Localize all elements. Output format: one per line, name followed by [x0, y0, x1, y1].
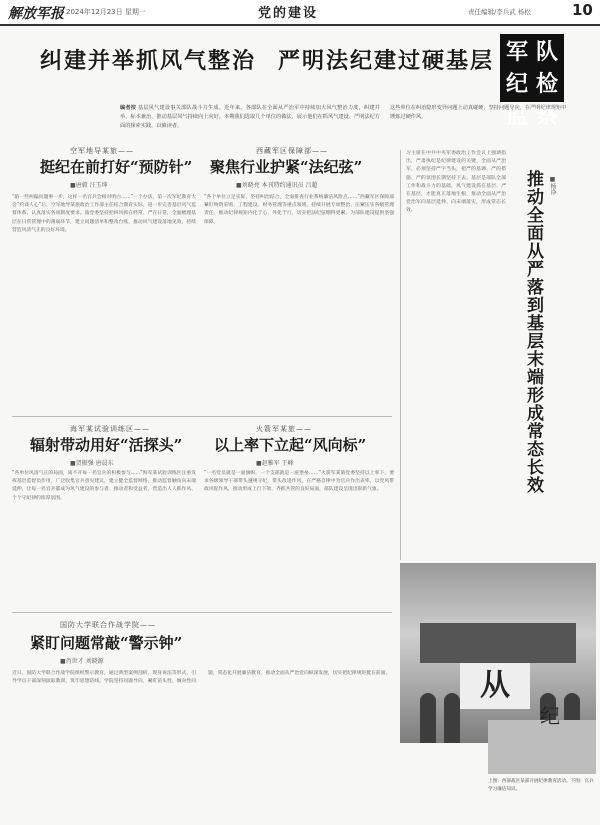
commentary-body: 习主席在中共中央军委政治工作会议上强调指出，严肃执纪是纪律建设的关键，全面从严治军，必须坚持严字当头，把严的基调、严的措施、严的氛围长期坚持下去。基层是部队全部工作和战斗力的基础，风气建设抓在基层、严在基层，才能真正落地生根，推动全面从严治党治军向基层延伸、向末端落实，形成常态长效。 — [406, 151, 506, 214]
article-1-byline: ■唐毅 汪玉坤 — [70, 182, 108, 189]
article-1-title: 挺纪在前打好“预防针” — [40, 158, 193, 176]
photo-banner: 从 — [460, 663, 530, 709]
article-2-title: 聚焦行业护紧“法纪弦” — [210, 158, 363, 176]
article-4-unit: 火箭军某旅—— — [256, 425, 312, 433]
photo-figure — [444, 693, 460, 743]
editor-note-continued: 这些单位在纠治隐形变异问题上动真碰硬，坚持问题导向，在严明纪律规矩中锤炼过硬作风。 — [390, 105, 567, 120]
commentary-title: 推动全面从严落到基层末端形成常态长效 — [523, 170, 543, 494]
article-3-body: “各单位风清气正的局面，离不开每一名官兵的积极参与……”海军某试验训练区注重发挥基层监督员作用，广泛收集官兵意见建议，建立健全监督网络，推动监督触角向末端延伸，让每一名官兵都成为风气建设的参与者、推动者和受益者，营造出人人抓作风、个个守纪律的浓厚氛围。 — [12, 471, 196, 501]
seal-char: 检 — [535, 71, 558, 97]
article-4-title: 以上率下立起“风向标” — [214, 436, 367, 454]
seal-char: 纪 — [505, 71, 528, 97]
column-seal — [500, 34, 564, 129]
article-2-byline: ■刘晓亮 本刊特约通讯员 吕超 — [236, 182, 318, 189]
column-rule — [400, 150, 401, 560]
section-divider — [12, 416, 392, 417]
seal-char: 监 — [505, 103, 528, 129]
article-4-body: “一名党员就是一面旗帜，一个支部就是一座堡垒……”火箭军某旅党委坚持以上率下，要求各级领导干部带头遵规守纪，带头改进作风，在严格自律中为官兵作出表率，以党风带政风促作风，推动形成上行下效、齐抓共管的良好局面，部队建设呈现出崭新气象。 — [204, 471, 394, 493]
photo-stage — [420, 623, 576, 663]
photo-caption: 上图：西部战区某部开展纪律教育活动。下图：官兵学习廉洁知识。 — [488, 779, 594, 792]
seal-char: 军 — [505, 39, 528, 65]
article-1-unit: 空军地导某旅—— — [70, 147, 134, 155]
article-2-body: “各个单位立足实际，坚持纠治结合，全面排查行业系统廉洁风险点……”西藏军区保障部紧盯物资采购、工程建设、财务管理等重点领域，持续开展专项整治，压紧压实各级管理责任，推动纪律规矩内化于心、外化于行，切实把法纪弦绷得更紧，为部队建设提供坚强保障。 — [204, 195, 394, 225]
page-number: 10 — [572, 1, 593, 19]
issue-date: 2024年12月23日 星期一 — [66, 8, 146, 16]
article-5-title: 紧盯问题常敲“警示钟” — [30, 634, 183, 652]
editor-note-text: 基层风气建设事关部队战斗力生成。近年来，各部队在全面从严治军中持续加大风气整治力度，纠建并举、标本兼治，推动基层风气持续向上向好。本期我们选取几个单位的做法，展示他们在抓风气建设、严明法纪方面的探索实践，以飨读者。 — [120, 105, 380, 129]
commentary-byline: ■杨诤 — [549, 176, 556, 195]
editor-credit: 责任编辑/李兵武 杨松 — [468, 8, 531, 16]
article-5-byline: ■肖世才 刘晓源 — [60, 658, 104, 665]
editor-note — [120, 104, 380, 131]
article-3-byline: ■贺振强 唐晨东 — [70, 460, 114, 467]
article-5-body: 近日，国防大学联合作战学院组织警示教育，通过典型案例剖析、现身说法等形式，引导学员干部深刻汲取教训、筑牢思想防线。学院坚持问题导向，紧盯苗头性、倾向性问题，常态化开展廉洁教育，推动全面从严治党向纵深发展，切实把纪律规矩挺在前面。 — [12, 671, 391, 685]
decorative-calligraphy: 纪 — [540, 704, 560, 728]
headline-part-2: 严明法纪建过硬基层 — [278, 48, 495, 74]
section-title: 党的建设 — [258, 6, 319, 21]
seal-char: 察 — [535, 103, 558, 129]
article-2-unit: 西藏军区保障部—— — [256, 147, 328, 155]
seal-char: 队 — [535, 39, 558, 65]
article-3-unit: 海军某试验训练区—— — [70, 425, 150, 433]
news-photo — [400, 563, 596, 743]
section-divider — [12, 612, 392, 613]
photo-figure — [420, 693, 436, 743]
newspaper-logo: 解放军报 — [8, 6, 64, 22]
main-headline — [40, 44, 494, 75]
article-3-title: 辐射带动用好“活探头” — [30, 436, 183, 454]
headline-part-1: 纠建并举抓风气整治 — [40, 48, 257, 74]
article-5-unit: 国防大学联合作战学院—— — [60, 621, 156, 629]
article-4-byline: ■赵雅军 王峰 — [256, 460, 294, 467]
article-1-body: “陷一些纠偏问题事一步，这样一名官兵会相对明白……”一个办法，第一次军纪教育大会“约谈人心”后，空军地导某旅政治工作部主任结合教育实际，进一步完善基层风气监督体系，认真落实各项制度要求。旅党委坚持把纠风抓在经常、严在日常，全面梳理基层在日常管理中的薄弱环节，建立问题清单和整改台账，推动风气建设落地见效，持续营造风清气正的良好环境。 — [12, 195, 196, 233]
editor-note-label: 编者按 — [120, 105, 137, 111]
